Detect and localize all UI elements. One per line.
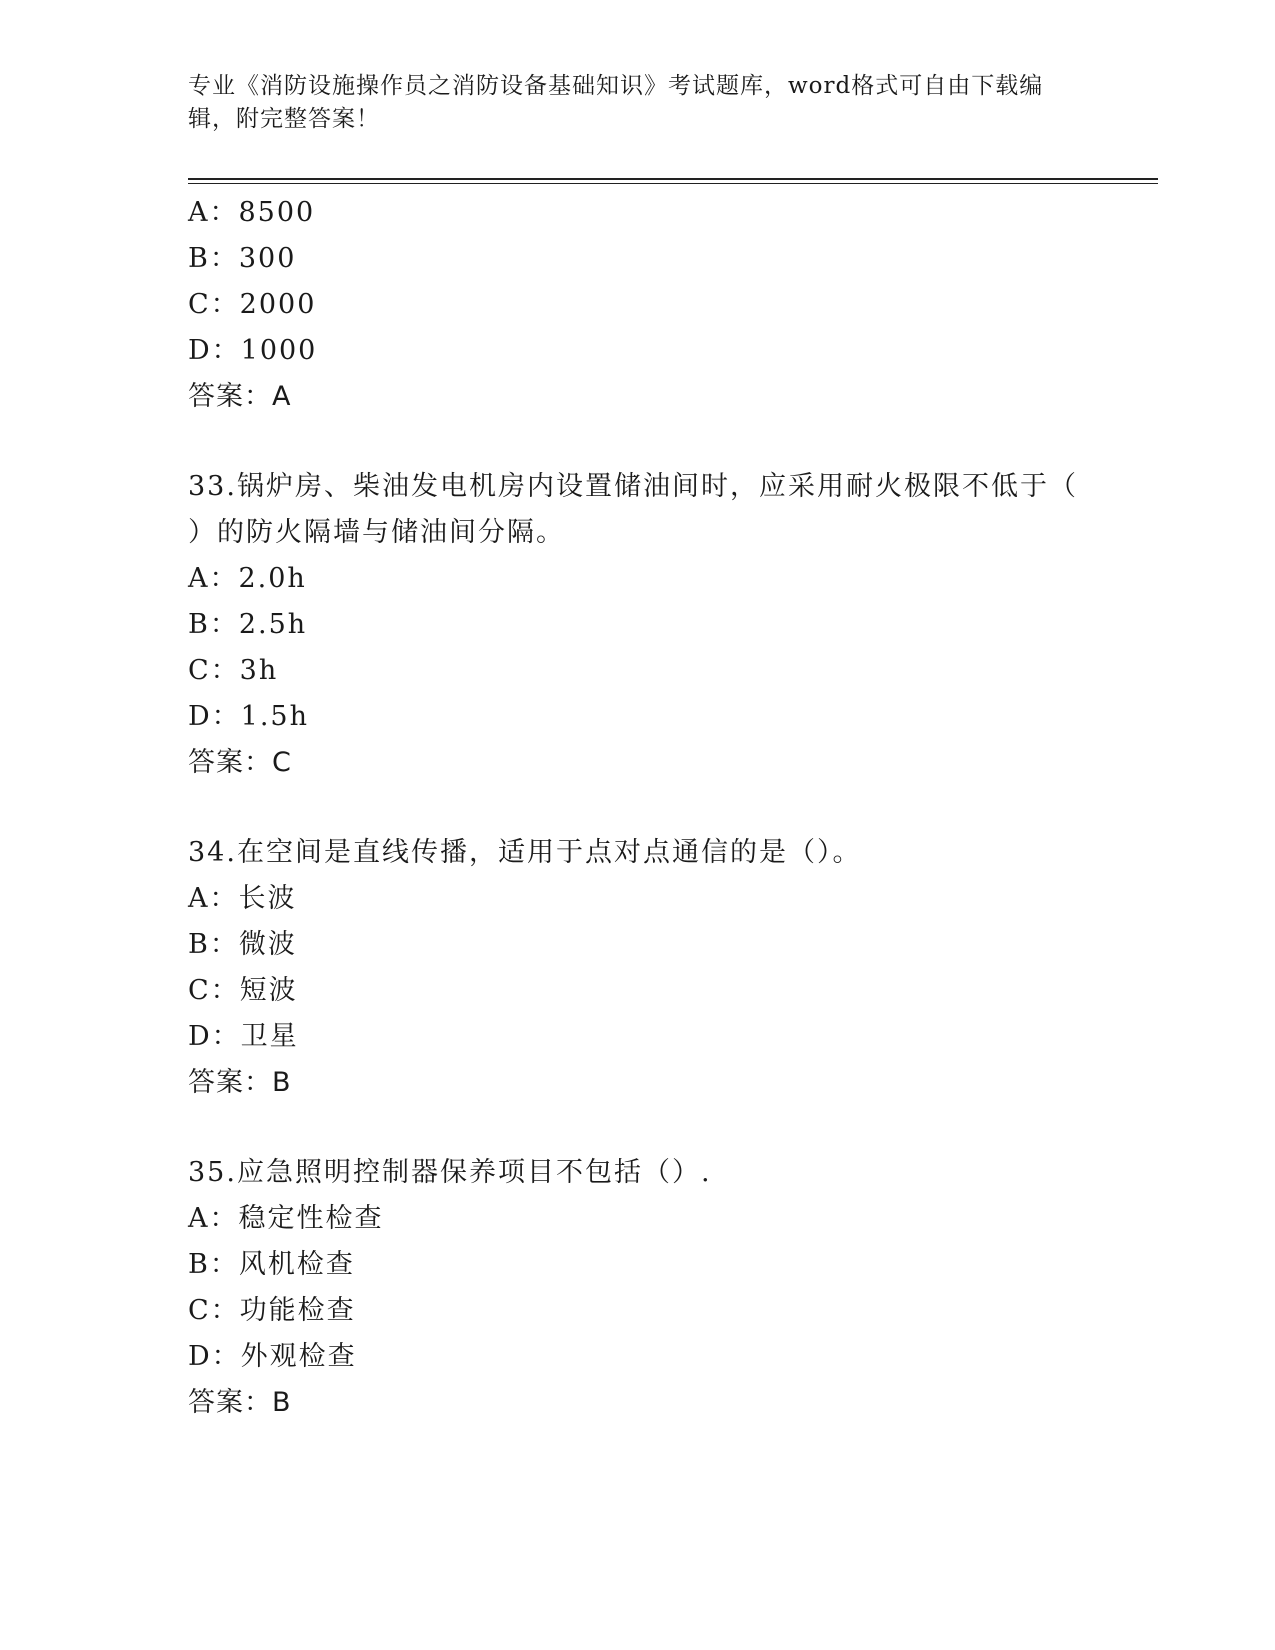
option-a: A：长波 [188, 883, 297, 914]
header-divider-thin [188, 183, 1158, 184]
answer-label: 答案：A [188, 381, 292, 412]
spacer [188, 1106, 1118, 1150]
option-b: B：微波 [188, 929, 297, 960]
answer-label: 答案：B [188, 1387, 292, 1418]
option-a: A：稳定性检查 [188, 1203, 384, 1234]
answer-label: 答案：B [188, 1067, 292, 1098]
option-a: A：8500 [188, 197, 316, 228]
option-d: D：卫星 [188, 1021, 299, 1052]
question-text: 35.应急照明控制器保养项目不包括（）. [188, 1157, 712, 1188]
option-a: A：2.0h [188, 563, 307, 594]
option-b: B：风机检查 [188, 1249, 355, 1280]
option-c: C：功能检查 [188, 1295, 356, 1326]
option-c: C：3h [188, 655, 279, 686]
option-c: C：2000 [188, 289, 317, 320]
option-c: C：短波 [188, 975, 298, 1006]
header-line-1: 专业《消防设施操作员之消防设备基础知识》考试题库，word格式可自由下载编 [188, 73, 1044, 99]
question-block-34 [188, 830, 1118, 1106]
spacer [188, 786, 1118, 830]
question-block-32 [188, 190, 1118, 420]
option-b: B：300 [188, 243, 297, 274]
question-text-line-2: ）的防火隔墙与储油间分隔。 [188, 517, 565, 548]
question-text-line-1: 33.锅炉房、柴油发电机房内设置储油间时，应采用耐火极限不低于（ [188, 471, 1078, 502]
question-text: 34.在空间是直线传播，适用于点对点通信的是（）。 [188, 837, 862, 868]
option-d: D：1.5h [188, 701, 309, 732]
document-header [188, 70, 1088, 136]
question-block-35 [188, 1150, 1118, 1426]
answer-label: 答案：C [188, 747, 292, 778]
option-d: D：外观检查 [188, 1341, 357, 1372]
question-block-33 [188, 464, 1118, 786]
spacer [188, 420, 1118, 464]
option-b: B：2.5h [188, 609, 308, 640]
question-list [188, 190, 1118, 1426]
header-divider-thick [188, 178, 1158, 180]
option-d: D：1000 [188, 335, 318, 366]
header-line-2: 辑，附完整答案！ [188, 106, 380, 132]
